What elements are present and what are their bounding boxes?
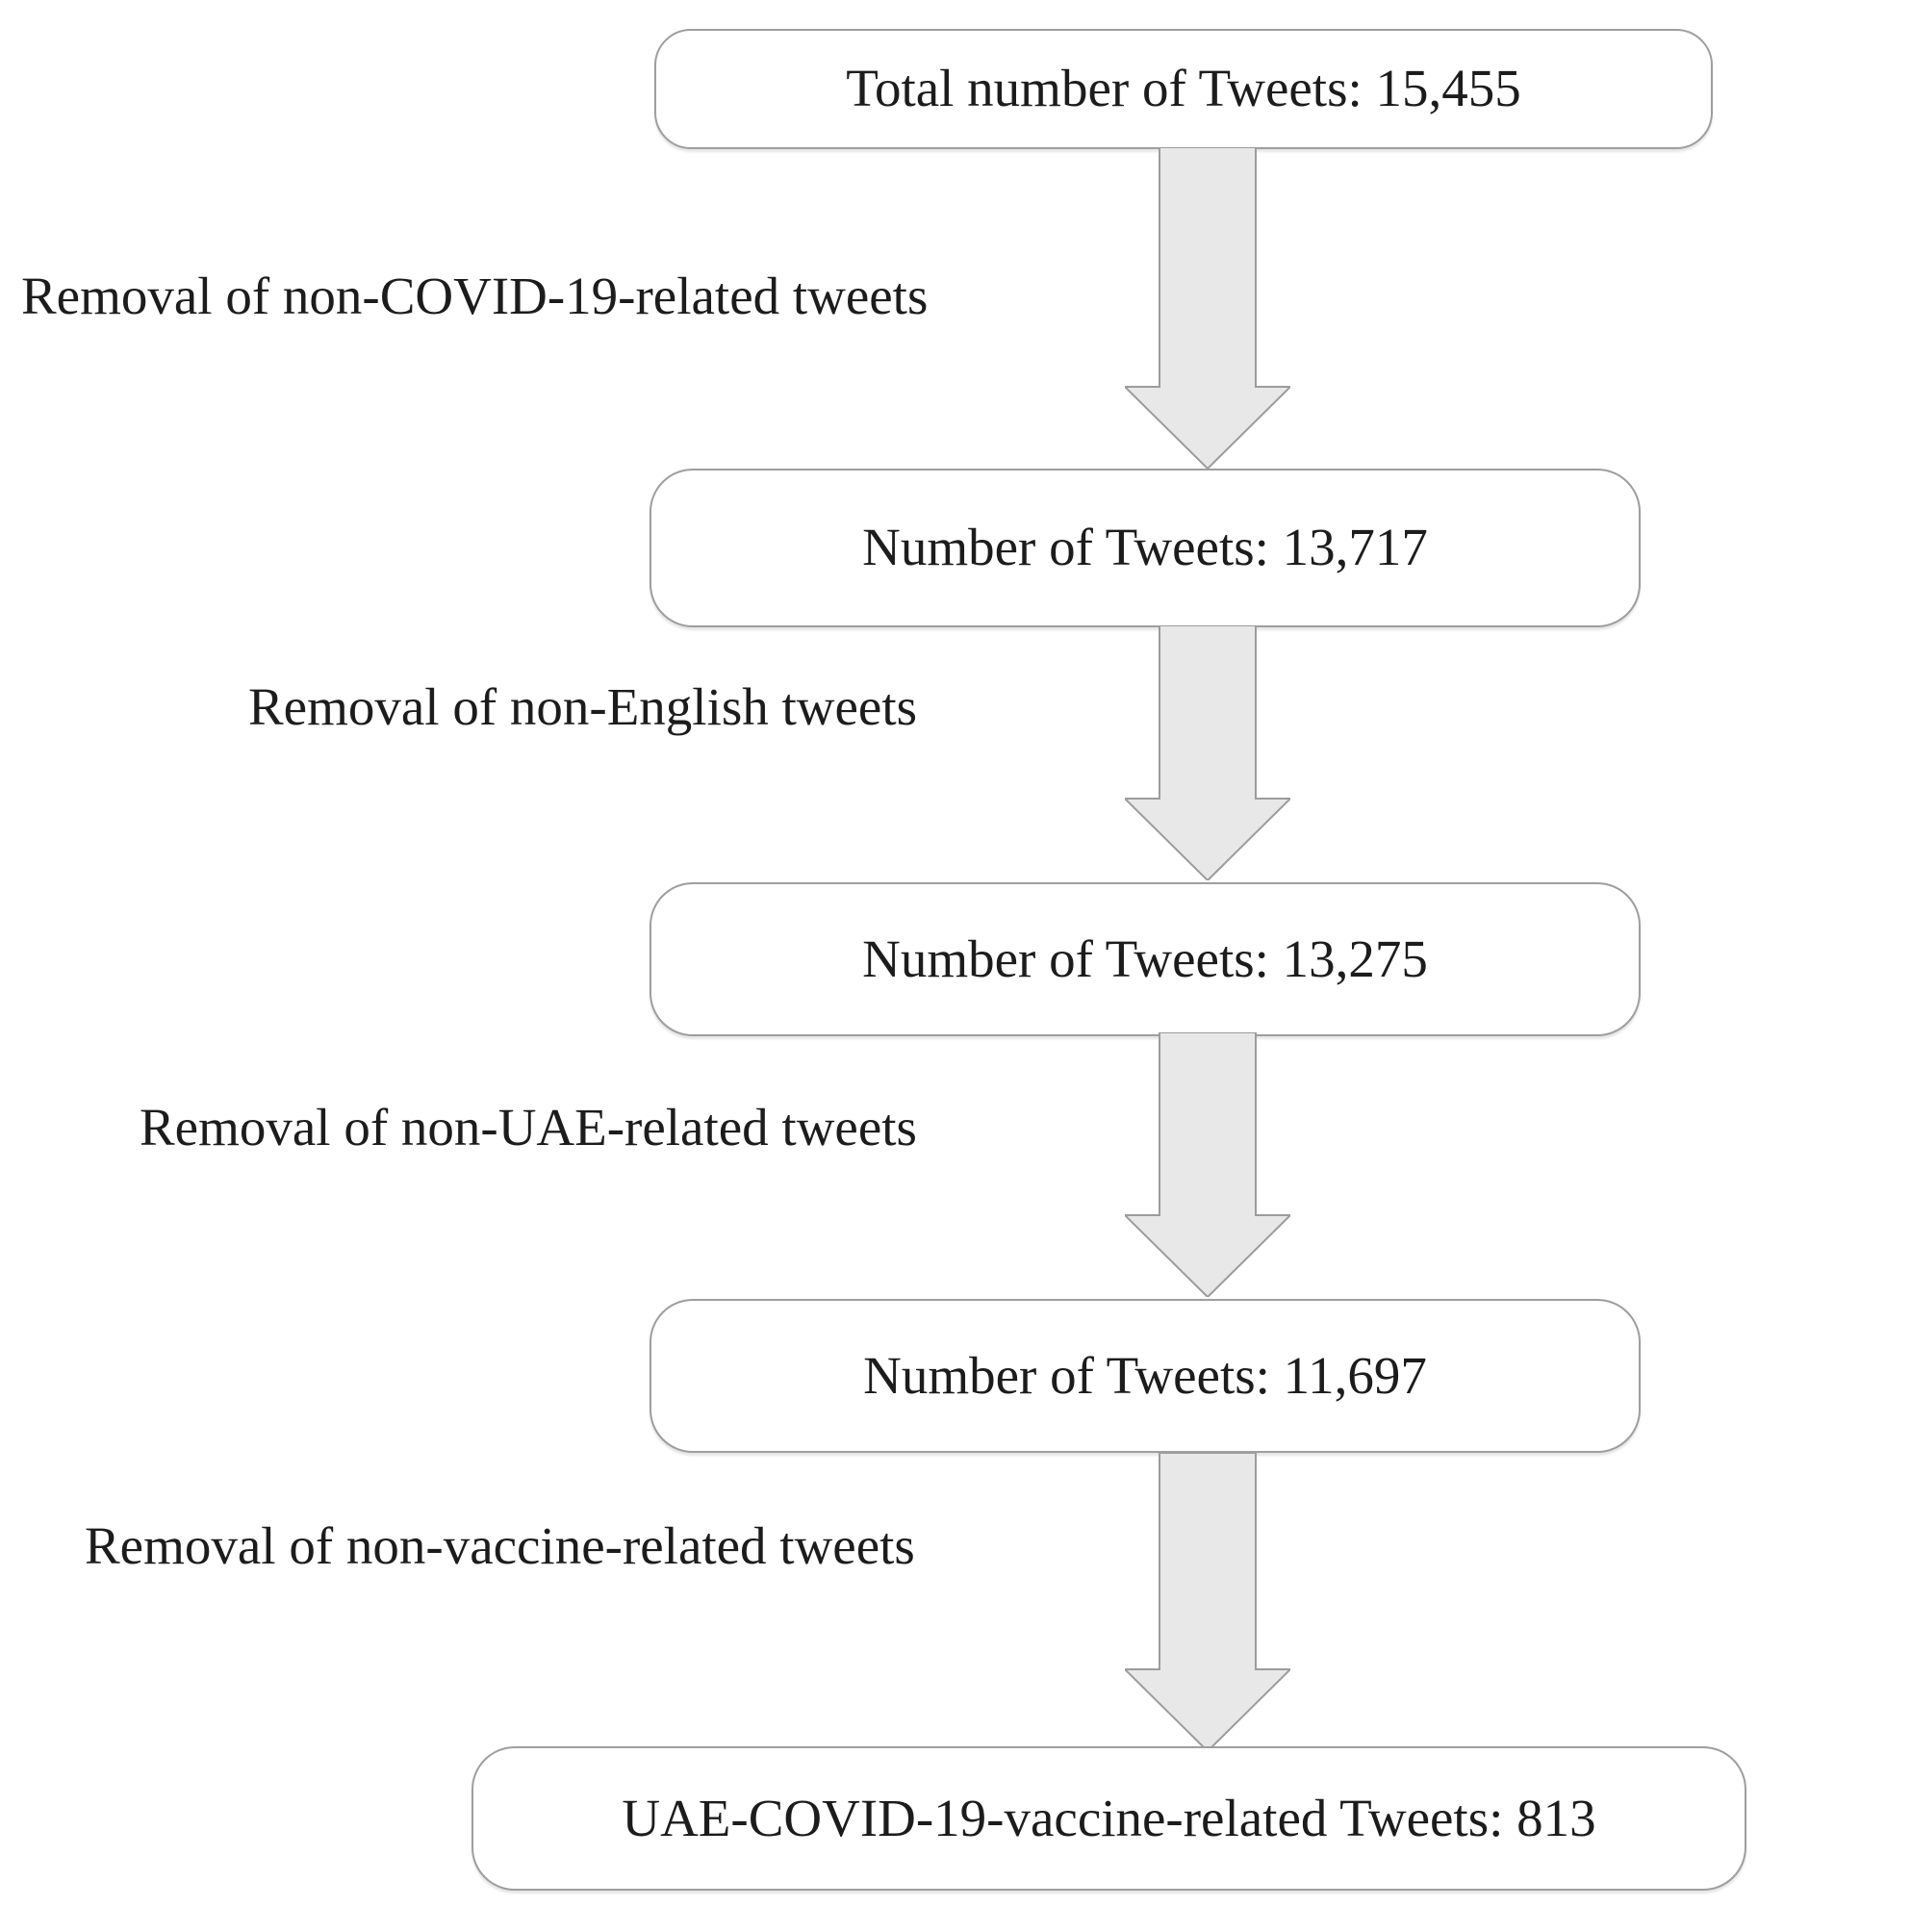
flow-box-text: Number of Tweets: 13,275 xyxy=(862,928,1428,988)
flow-box-text: Total number of Tweets: 15,455 xyxy=(846,59,1521,118)
flow-box-tweets-after-english-filter xyxy=(650,882,1641,1036)
flow-box-tweets-after-covid-filter xyxy=(650,469,1641,627)
removal-step-label-english: Removal of non-English tweets xyxy=(248,677,918,736)
removal-step-label-uae: Removal of non-UAE-related tweets xyxy=(140,1098,917,1157)
flow-box-text: Number of Tweets: 11,697 xyxy=(863,1345,1427,1405)
flow-box-total-tweets xyxy=(654,29,1713,149)
down-arrow-icon xyxy=(1125,147,1290,469)
removal-step-label-covid: Removal of non-COVID-19-related tweets xyxy=(21,267,929,325)
flow-box-text: UAE-COVID-19-vaccine-related Tweets: 813 xyxy=(622,1788,1596,1847)
flow-box-tweets-after-uae-filter xyxy=(650,1299,1641,1453)
down-arrow-icon xyxy=(1125,1032,1290,1297)
flow-box-text: Number of Tweets: 13,717 xyxy=(862,518,1428,577)
removal-step-label-vaccine: Removal of non-vaccine-related tweets xyxy=(85,1516,915,1575)
down-arrow-icon xyxy=(1125,1453,1290,1751)
down-arrow-icon xyxy=(1125,625,1290,880)
flow-box-final-vaccine-tweets xyxy=(471,1746,1746,1891)
